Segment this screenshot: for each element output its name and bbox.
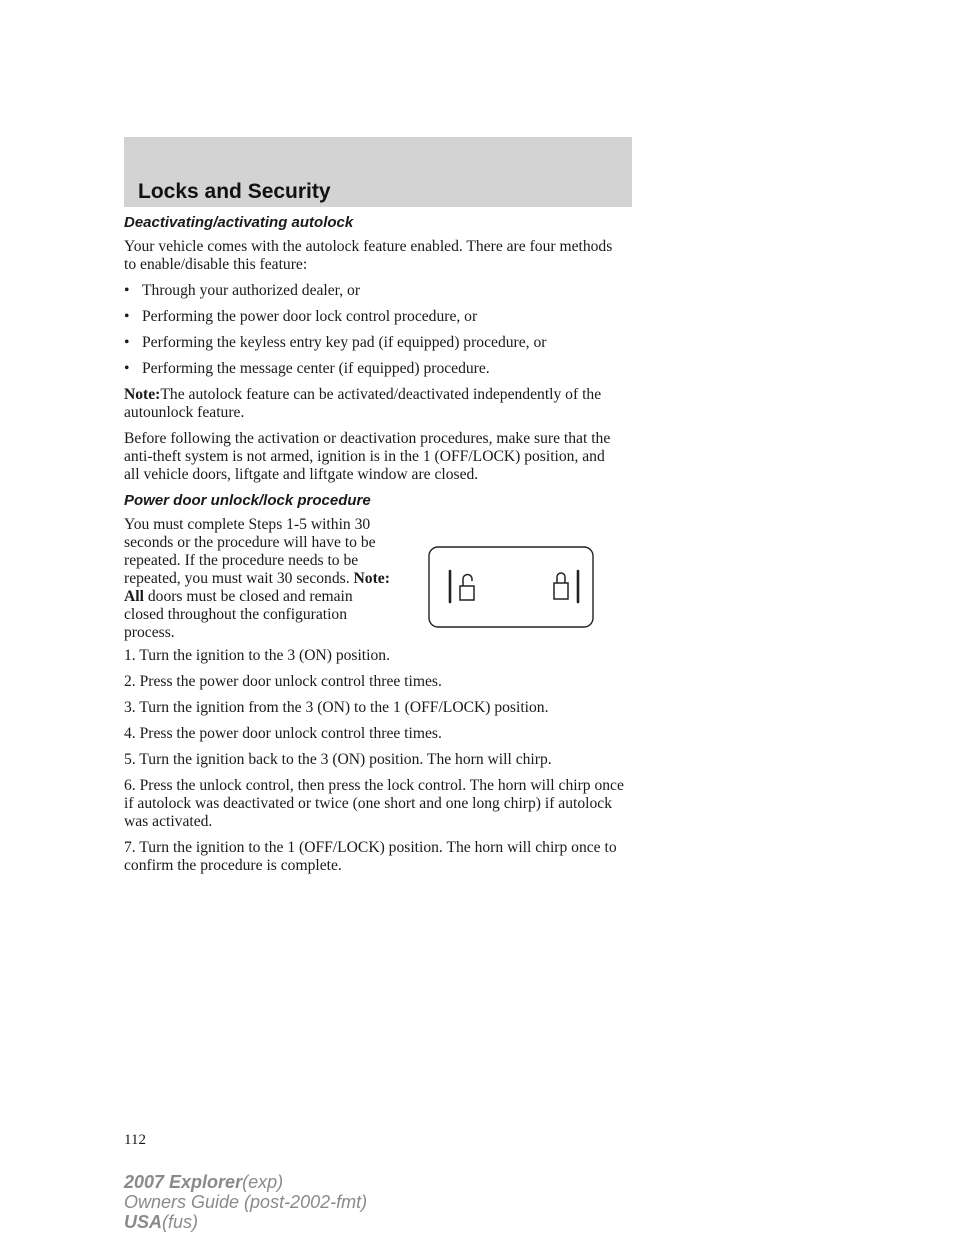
autolock-before-text: Before following the activation or deactivation procedures, make sure that the anti-theft system is not armed, ignition is in the 1 (OFF/LOCK) position, and all vehicle doors, liftgate and liftgate window are closed. [124, 430, 611, 483]
page-content [124, 214, 624, 883]
procedure-intro-text: You must complete Steps 1-5 within 30 seconds or the procedure will have to be repeated. If the procedure needs to be repeated, you must wait 30 seconds. [124, 516, 376, 587]
bullet-dot: • [124, 334, 130, 351]
bullet-item [124, 334, 624, 352]
procedure-step: 1. Turn the ignition to the 3 (ON) position. [124, 647, 390, 664]
footer-model: 2007 Explorer [124, 1172, 243, 1192]
bullet-text: Performing the power door lock control procedure, or [142, 308, 478, 325]
procedure-intro-row [124, 516, 624, 642]
unlock-icon [460, 575, 474, 601]
autolock-heading: Deactivating/activating autolock [124, 214, 354, 231]
procedure-heading: Power door unlock/lock procedure [124, 492, 371, 509]
bullet-text: Performing the keyless entry key pad (if equipped) procedure, or [142, 334, 547, 351]
bullet-text: Through your authorized dealer, or [142, 282, 361, 299]
bullet-item [124, 282, 624, 300]
procedure-step: 6. Press the unlock control, then press the lock control. The horn will chirp once if autolock was deactivated or twice (one short and one long chirp) if autolock was activated. [124, 777, 624, 830]
door-lock-switch-figure [428, 546, 594, 628]
procedure-note-bold: All [124, 588, 144, 605]
page-number: 112 [124, 1132, 146, 1148]
note-label: Note: [124, 386, 161, 403]
procedure-step: 4. Press the power door unlock control three times. [124, 725, 442, 742]
note-text: The autolock feature can be activated/deactivated independently of the autounlock feature. [124, 386, 602, 421]
footer-line [124, 1172, 367, 1192]
footer-market-code: (fus) [162, 1212, 199, 1232]
procedure-step: 5. Turn the ignition back to the 3 (ON) position. The horn will chirp. [124, 751, 552, 768]
bullet-dot: • [124, 282, 130, 299]
procedure-step: 7. Turn the ignition to the 1 (OFF/LOCK) position. The horn will chirp once to confirm the procedure is complete. [124, 839, 617, 874]
bullet-dot: • [124, 308, 130, 325]
bullet-dot: • [124, 360, 130, 377]
procedure-step: 2. Press the power door unlock control three times. [124, 673, 442, 690]
section-title: Locks and Security [138, 180, 331, 203]
footer-market: USA [124, 1212, 163, 1232]
procedure-note-text: doors must be closed and remain closed throughout the configuration process. [124, 588, 353, 641]
procedure-note-label: Note: [353, 570, 390, 587]
bullet-item [124, 360, 624, 378]
footer-line: Owners Guide (post-2002-fmt) [124, 1192, 368, 1212]
footer [124, 1172, 367, 1232]
footer-model-code: (exp) [242, 1172, 284, 1192]
autolock-intro: Your vehicle comes with the autolock feature enabled. There are four methods to enable/disable this feature: [124, 238, 613, 273]
autolock-note [124, 386, 624, 422]
footer-line [124, 1212, 367, 1232]
bullet-text: Performing the message center (if equipped) procedure. [142, 360, 490, 377]
procedure-intro [124, 516, 392, 642]
procedure-step: 3. Turn the ignition from the 3 (ON) to the 1 (OFF/LOCK) position. [124, 699, 549, 716]
lock-icon [554, 573, 568, 599]
bullet-item [124, 308, 624, 326]
